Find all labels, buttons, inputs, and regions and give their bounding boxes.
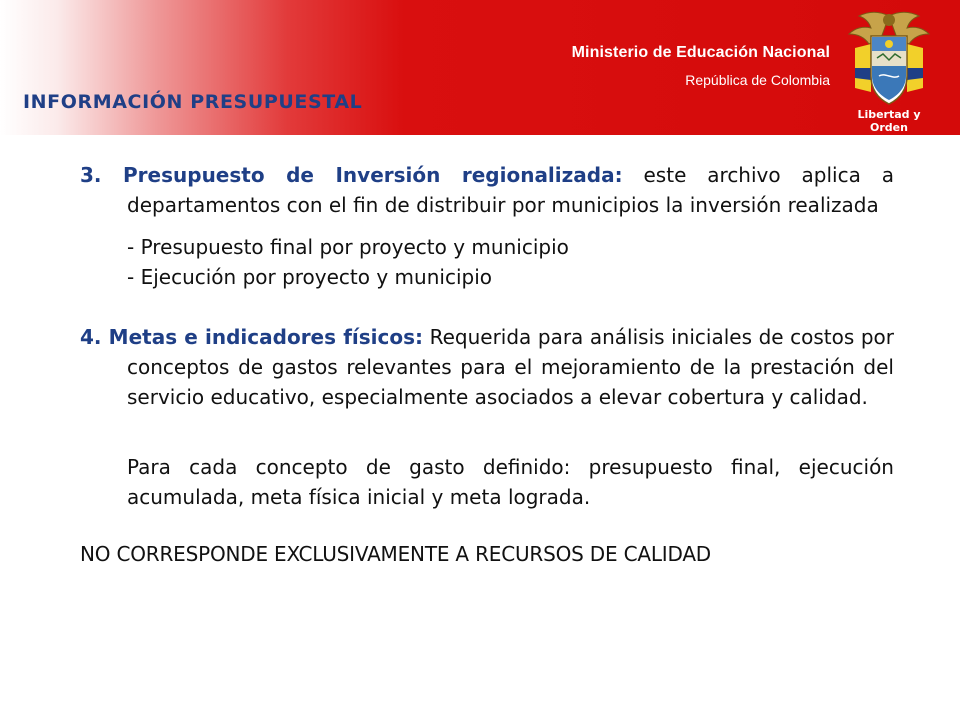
ministry-name: Ministerio de Educación Nacional — [571, 44, 830, 61]
item-3-text: este archivo aplica a departamentos con el fin de distribuir por municipios la inversión realizada — [127, 163, 894, 217]
section-title: INFORMACIÓN PRESUPUESTAL — [23, 91, 363, 113]
list-item: - Ejecución por proyecto y municipio — [127, 265, 492, 289]
sub-list — [80, 232, 894, 292]
item-4-label: 4. Metas e indicadores físicos: — [80, 325, 424, 349]
list-item: - Presupuesto final por proyecto y municipio — [127, 235, 569, 259]
header-banner — [0, 0, 960, 135]
republic-name: República de Colombia — [685, 72, 830, 88]
expense-paragraph: Para cada concepto de gasto definido: presupuesto final, ejecución acumulada, meta física inicial y meta lograda. — [127, 455, 894, 509]
item-regional-investment — [80, 160, 894, 220]
crest-motto: Libertad y Orden — [857, 108, 921, 134]
item-3-label: 3. Presupuesto de Inversión regionalizada: — [80, 163, 623, 187]
item-physical-goals — [80, 322, 894, 412]
exclusivity-note: NO CORRESPONDE EXCLUSIVAMENTE A RECURSOS DE CALIDAD — [80, 542, 712, 566]
slide-content — [80, 160, 894, 569]
item-4-text: Requerida para análisis iniciales de costos por conceptos de gastos relevantes para el mejoramiento de la prestación del servicio educativo, especialmente asociados a elevar cobertura y calidad. — [127, 325, 895, 409]
